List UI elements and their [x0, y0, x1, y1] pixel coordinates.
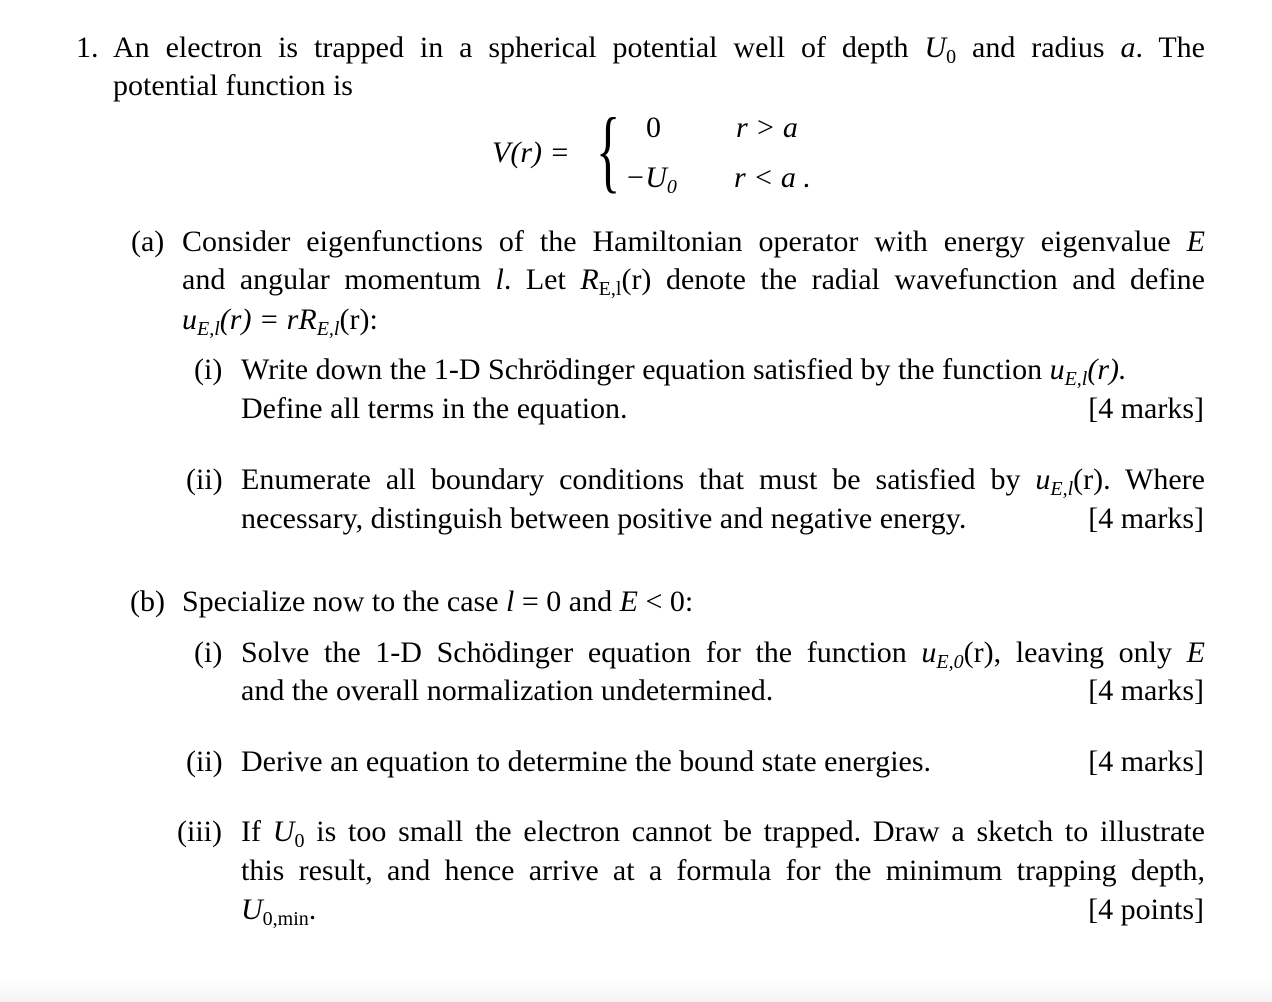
- part-b-i-line-1: Solve the 1-D Schödinger equation for the function $u_{E,0}(r)$, leaving only E: [241, 636, 1205, 673]
- part-a-ii-line-1: Enumerate all boundary conditions that must be satisfied by $u_{E,l}(r)$. Where: [241, 463, 1205, 500]
- case2-value: $-U_0$: [625, 161, 677, 198]
- part-a-line-1: Consider eigenfunctions of the Hamiltonian operator with energy eigenvalue E: [182, 225, 1205, 258]
- equation-lhs: V(r) =: [492, 136, 570, 169]
- part-a-i-label: (i): [194, 353, 223, 386]
- part-b-label: (b): [130, 585, 165, 618]
- part-a-i-marks: [4 marks]: [1088, 392, 1204, 425]
- part-b-iii-marks: [4 points]: [1088, 893, 1204, 926]
- case1-value: 0: [646, 111, 661, 144]
- part-a-i-line-1: Write down the 1-D Schrödinger equation satisfied by the function $u_{E,l}(r)$.: [241, 353, 1127, 390]
- part-b-ii-marks: [4 marks]: [1088, 745, 1204, 778]
- question-number: 1.: [76, 31, 99, 64]
- left-brace: {: [596, 99, 621, 201]
- part-a-line-2: and angular momentum l. Let $R_{E,l}(r)$ denote the radial wavefunction and define: [182, 263, 1205, 300]
- part-a-label: (a): [131, 225, 165, 258]
- part-b-i-marks: [4 marks]: [1088, 674, 1204, 707]
- part-b-i-line-2: and the overall normalization undetermined.: [241, 674, 774, 707]
- part-b-ii-line-1: Derive an equation to determine the bound state energies.: [241, 745, 932, 778]
- part-a-line-3: $u_{E,l}(r) = rR_{E,l}(r)$:: [182, 303, 378, 340]
- part-b-iii-line-2: this result, and hence arrive at a formula for the minimum trapping depth,: [241, 854, 1205, 887]
- part-b-iii-line-3: $U_{0,min}$.: [241, 893, 317, 930]
- part-a-i-line-2: Define all terms in the equation.: [241, 392, 628, 425]
- case2-condition: r < a .: [734, 161, 811, 194]
- case1-condition: r > a: [736, 111, 798, 144]
- part-b-line-1: Specialize now to the case l = 0 and E < 0:: [182, 585, 694, 618]
- intro-line-2: potential function is: [113, 69, 353, 102]
- part-a-ii-line-2: necessary, distinguish between positive and negative energy.: [241, 502, 967, 535]
- page-bottom-edge: [0, 980, 1272, 1002]
- part-a-ii-marks: [4 marks]: [1088, 502, 1204, 535]
- part-a-ii-label: (ii): [186, 463, 223, 496]
- part-b-iii-line-1: If $U_0$ is too small the electron cannot be trapped. Draw a sketch to illustrate: [241, 815, 1206, 852]
- part-b-ii-label: (ii): [186, 745, 223, 778]
- part-b-i-label: (i): [194, 636, 223, 669]
- part-b-iii-label: (iii): [177, 815, 222, 848]
- intro-line-1: An electron is trapped in a spherical potential well of depth $U_0$ and radius a. The: [113, 31, 1205, 68]
